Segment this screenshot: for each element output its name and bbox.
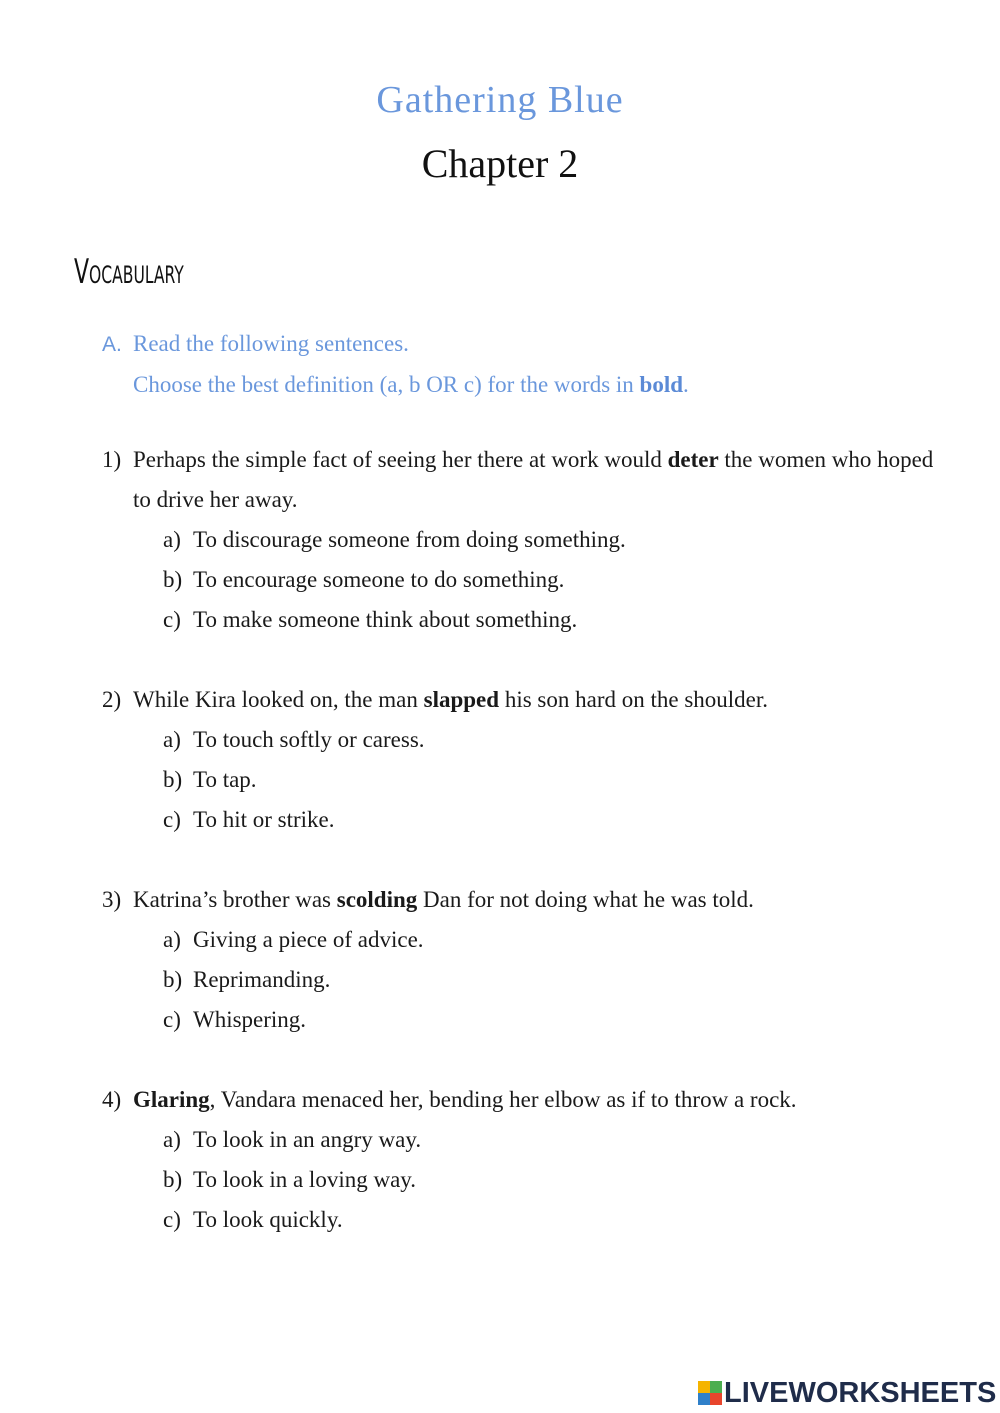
stem-text: Dan for not doing what he was told.	[417, 887, 754, 912]
question-stem	[102, 440, 942, 520]
option-b[interactable]	[163, 1160, 942, 1200]
option-text: To look quickly.	[193, 1207, 343, 1232]
options	[102, 1120, 942, 1240]
option-letter: c)	[163, 1007, 181, 1032]
option-b[interactable]	[163, 560, 942, 600]
option-letter: a)	[163, 727, 181, 752]
question-2	[102, 680, 942, 840]
option-c[interactable]	[163, 800, 942, 840]
instruction-line-2: Choose the best definition (a, b OR c) for the words in	[133, 372, 640, 397]
option-text: To look in an angry way.	[193, 1127, 422, 1152]
stem-text: the women who hoped to drive her away.	[133, 447, 934, 512]
chapter-title: Chapter 2	[421, 141, 579, 186]
option-b[interactable]	[163, 760, 942, 800]
options	[102, 720, 942, 840]
option-letter: c)	[163, 807, 181, 832]
option-letter: a)	[163, 927, 181, 952]
question-number: 3)	[102, 887, 122, 912]
instruction-line-2-end: .	[683, 372, 689, 397]
option-letter: b)	[163, 767, 183, 792]
option-letter: c)	[163, 1207, 181, 1232]
question-stem	[102, 680, 942, 720]
vocab-word: deter	[667, 447, 719, 472]
logo-tile-1	[698, 1381, 710, 1393]
question-number: 4)	[102, 1087, 122, 1112]
stem-text: , Vandara menaced her, bending her elbow as if to throw a rock.	[209, 1087, 797, 1112]
question-4	[102, 1080, 942, 1240]
stem-text: While Kira looked on, the man	[133, 687, 424, 712]
options	[102, 920, 942, 1040]
option-a[interactable]	[163, 920, 942, 960]
option-text: To discourage someone from doing something.	[193, 527, 626, 552]
option-text: Reprimanding.	[193, 967, 331, 992]
option-b[interactable]	[163, 960, 942, 1000]
instruction-bold-word: bold	[639, 372, 684, 397]
instruction-line-1: Read the following sentences.	[133, 331, 409, 356]
option-text: To hit or strike.	[193, 807, 335, 832]
option-a[interactable]	[163, 1120, 942, 1160]
option-text: Whispering.	[193, 1007, 307, 1032]
option-text: To encourage someone to do something.	[193, 567, 565, 592]
logo-tile-2	[710, 1381, 722, 1393]
option-c[interactable]	[163, 1000, 942, 1040]
vocab-word: slapped	[423, 687, 500, 712]
option-letter: b)	[163, 567, 183, 592]
option-c[interactable]	[163, 600, 942, 640]
stem-text: Katrina’s brother was	[133, 887, 337, 912]
option-c[interactable]	[163, 1200, 942, 1240]
stem-text: his son hard on the shoulder.	[499, 687, 769, 712]
options	[102, 520, 942, 640]
option-a[interactable]	[163, 520, 942, 560]
logo-tile-3	[698, 1393, 710, 1405]
option-letter: a)	[163, 527, 181, 552]
question-number: 1)	[102, 447, 122, 472]
logo-tile-4	[710, 1393, 722, 1405]
question-3	[102, 880, 942, 1040]
option-letter: b)	[163, 967, 183, 992]
question-number: 2)	[102, 687, 122, 712]
instruction-letter: A.	[102, 333, 122, 356]
question-stem	[102, 880, 942, 920]
question-stem	[102, 1080, 942, 1120]
option-text: Giving a piece of advice.	[193, 927, 424, 952]
instructions	[102, 324, 689, 405]
option-text: To touch softly or caress.	[193, 727, 425, 752]
option-letter: a)	[163, 1127, 181, 1152]
logo-text: LIVEWORKSHEETS	[724, 1376, 997, 1409]
document-title: Gathering Blue	[376, 79, 624, 121]
vocab-word: scolding	[336, 887, 418, 912]
section-heading: Vocabulary	[74, 252, 184, 292]
liveworksheets-logo[interactable]	[698, 1376, 996, 1410]
option-letter: c)	[163, 607, 181, 632]
option-text: To make someone think about something.	[193, 607, 578, 632]
vocab-word: Glaring	[133, 1087, 210, 1112]
question-1	[102, 440, 942, 640]
option-a[interactable]	[163, 720, 942, 760]
option-text: To tap.	[193, 767, 257, 792]
stem-text: Perhaps the simple fact of seeing her there at work would	[133, 447, 668, 472]
logo-icon	[698, 1381, 722, 1405]
option-letter: b)	[163, 1167, 183, 1192]
option-text: To look in a loving way.	[193, 1167, 417, 1192]
